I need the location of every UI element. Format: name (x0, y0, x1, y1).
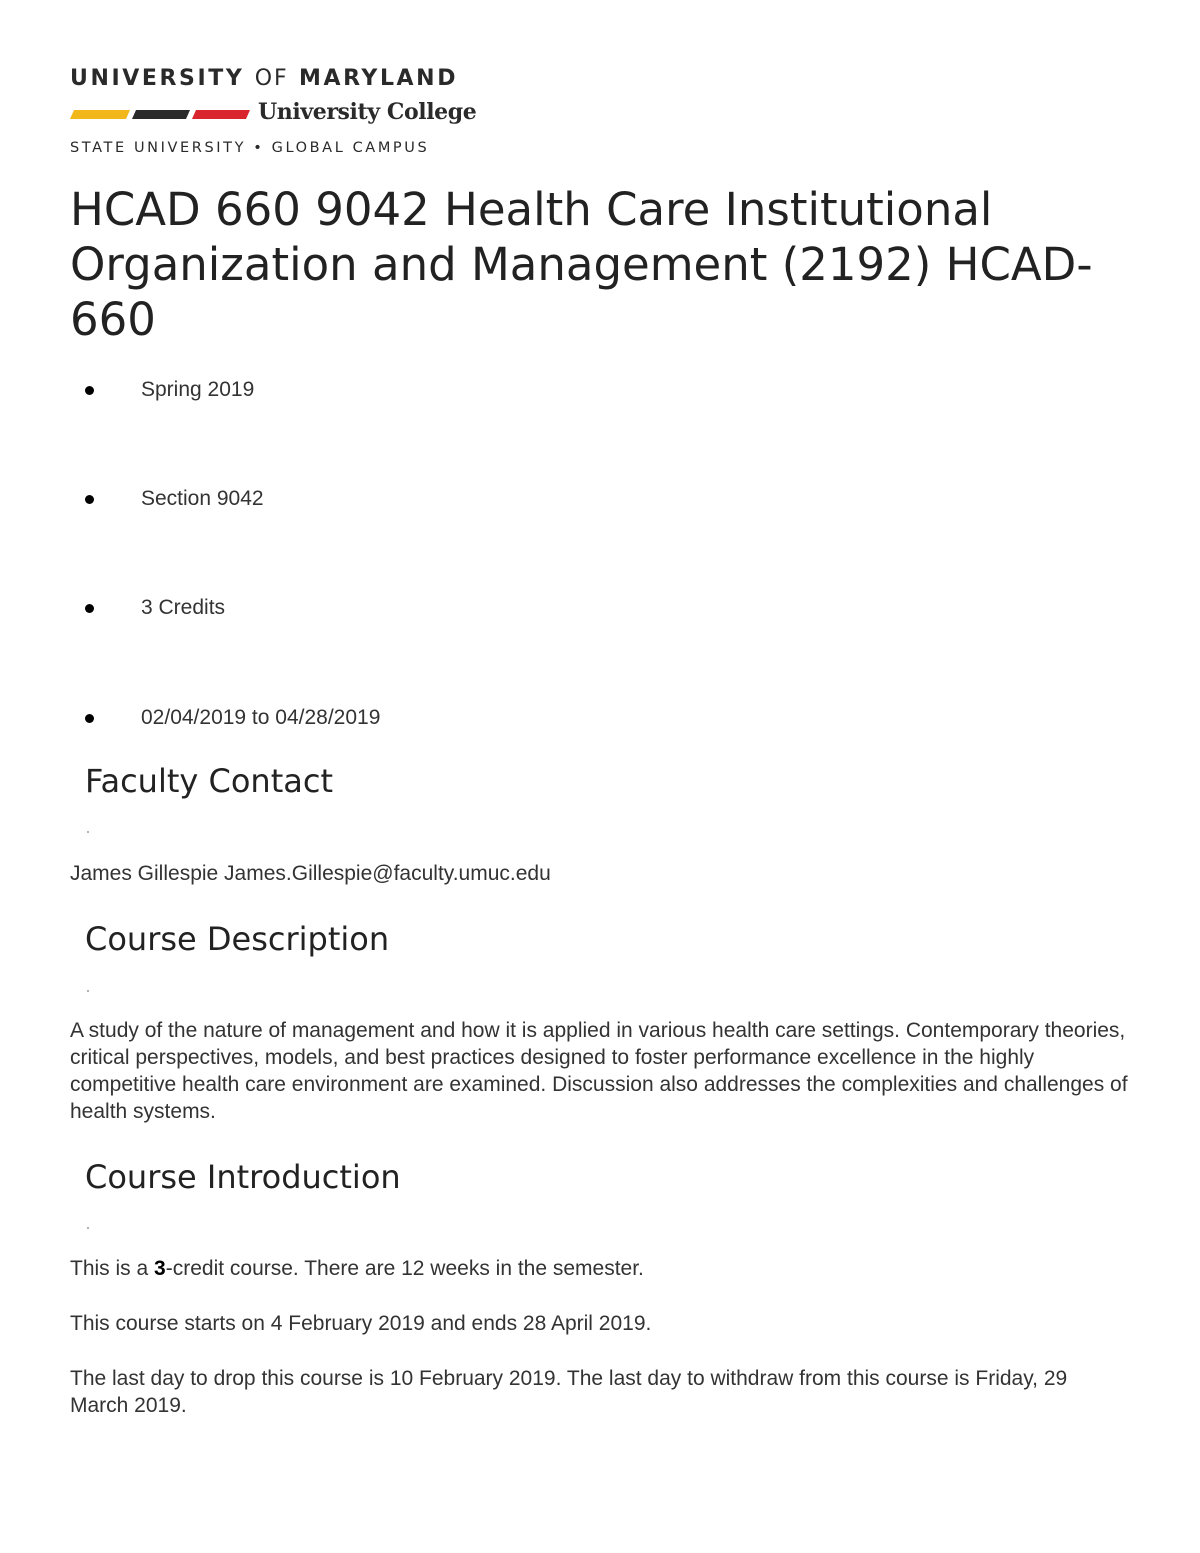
meta-item-dates (0, 703, 600, 733)
intro-credits-prefix: This is a (70, 1257, 155, 1280)
logo-tagline: STATE UNIVERSITY • GLOBAL CAMPUS (70, 140, 430, 156)
meta-item-credits (0, 593, 600, 623)
logo-color-bars (70, 110, 250, 119)
meta-credits: 3 Credits (141, 596, 226, 619)
separator-dot (87, 990, 89, 992)
faculty-contact-text: James Gillespie James.Gillespie@faculty.umuc.edu (70, 862, 551, 885)
course-description-text: A study of the nature of management and how it is applied in various health care settings. Contemporary theories, critical perspectives, models, and best practices designed to foster performance excellence in the highly competitive health care environment are examined. Discussion also addresses the complexities and challenges of health systems. (70, 1019, 1128, 1123)
intro-drop-withdraw-paragraph: The last day to drop this course is 10 February 2019. The last day to withdraw from this course is Friday, 29 March 2019. (70, 1367, 1068, 1417)
faculty-contact-heading: Faculty Contact (85, 762, 333, 800)
bullet-icon (85, 714, 94, 723)
course-description-heading: Course Description (85, 920, 390, 958)
bullet-icon (85, 495, 94, 504)
logo-word-maryland: MARYLAND (298, 66, 459, 91)
logo-word-university: UNIVERSITY (70, 66, 245, 91)
logo-university-of-maryland (70, 66, 458, 91)
logo-bar-red (192, 110, 250, 119)
logo-university-college: University College (258, 99, 477, 125)
intro-dates-paragraph: This course starts on 4 February 2019 and ends 28 April 2019. (70, 1312, 652, 1335)
bullet-icon (85, 386, 94, 395)
logo-word-of: OF (254, 66, 289, 91)
bullet-icon (85, 604, 94, 613)
meta-term: Spring 2019 (141, 378, 255, 401)
course-title: HCAD 660 9042 Health Care Institutional Organization and Management (2192) HCAD-660 (70, 183, 1093, 346)
separator-dot (87, 831, 89, 833)
logo-bar-black (132, 110, 190, 119)
meta-item-section (0, 484, 600, 514)
logo-bar-gold (70, 110, 130, 119)
course-introduction-heading: Course Introduction (85, 1158, 401, 1196)
umuc-logo (70, 66, 477, 161)
separator-dot (87, 1227, 89, 1229)
meta-dates: 02/04/2019 to 04/28/2019 (141, 706, 381, 729)
intro-credits-number: 3 (154, 1257, 166, 1280)
intro-credits-suffix: -credit course. There are 12 weeks in the semester. (165, 1257, 644, 1280)
intro-credits-paragraph (70, 1255, 1130, 1282)
meta-section: Section 9042 (141, 487, 264, 510)
meta-item-term (0, 375, 600, 405)
